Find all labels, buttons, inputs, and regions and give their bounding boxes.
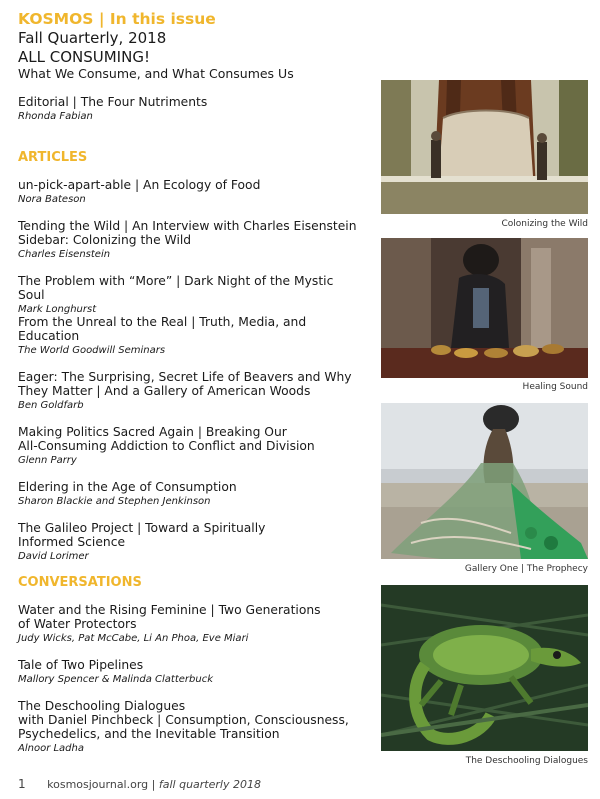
entry-title[interactable]: Tale of Two Pipelines [18,658,144,672]
issue-date: Fall Quarterly, 2018 [18,29,167,47]
article-entry[interactable] [18,274,363,316]
entry-author: Mark Longhurst [18,304,97,315]
entry-author: The World Goodwill Seminars [18,345,166,356]
entry-author: David Lorimer [18,551,89,562]
footer-issue: fall quarterly 2018 [158,778,261,791]
issue-subtitle: What We Consume, and What Consumes Us [18,66,294,81]
entry-title[interactable]: Water and the Rising Feminine | Two Generations of Water Protectors [18,603,321,631]
entry-title[interactable]: Making Politics Sacred Again | Breaking Our All-Consuming Addiction to Conflict and Division [18,425,315,453]
articles-heading: ARTICLES [18,150,88,165]
photo-the-deschooling-dialogues[interactable] [381,585,588,751]
issue-header [18,10,294,82]
issue-theme: ALL CONSUMING! [18,48,150,66]
entry-author: Charles Eisenstein [18,249,111,260]
article-entry[interactable] [18,480,363,508]
entry-title[interactable]: Editorial | The Four Nutriments [18,95,208,109]
conversation-entry[interactable] [18,658,363,686]
entry-author: Alnoor Ladha [18,743,84,754]
entry-title[interactable]: Eager: The Surprising, Secret Life of Beavers and Why They Matter | And a Gallery of American Woods [18,370,352,398]
page-footer [18,777,261,791]
caption: Healing Sound [522,382,588,392]
article-entry[interactable] [18,315,363,357]
photo-gallery-one-the-prophecy[interactable] [381,403,588,559]
entry-author: Sharon Blackie and Stephen Jenkinson [18,496,211,507]
photo-colonizing-the-wild[interactable] [381,80,588,214]
photo-healing-sound[interactable] [381,238,588,378]
entry-title[interactable]: The Galileo Project | Toward a Spiritually Informed Science [18,521,266,549]
entry-author: Judy Wicks, Pat McCabe, Li An Phoa, Eve Miari [18,633,249,644]
entry-title[interactable]: Tending the Wild | An Interview with Charles Eisenstein Sidebar: Colonizing the Wild [18,219,357,247]
entry-author: Glenn Parry [18,455,77,466]
entry-title[interactable]: From the Unreal to the Real | Truth, Media, and Education [18,315,307,343]
entry-title[interactable]: un-pick-apart-able | An Ecology of Food [18,178,261,192]
entry-author: Ben Goldfarb [18,400,84,411]
entry-author: Nora Bateson [18,194,86,205]
caption: The Deschooling Dialogues [465,756,588,766]
entry-author: Rhonda Fabian [18,111,93,122]
kicker-title: KOSMOS | In this issue [18,10,216,28]
caption: Gallery One | The Prophecy [464,564,588,574]
entry-title[interactable]: The Deschooling Dialogues with Daniel Pinchbeck | Consumption, Consciousness, Psychedelics, and the Inevitable Transition [18,699,349,741]
article-entry[interactable] [18,521,363,563]
article-entry[interactable] [18,370,363,412]
entry-author: Mallory Spencer & Malinda Clatterbuck [18,674,214,685]
footer-site[interactable]: kosmosjournal.org | [47,778,156,791]
article-entry[interactable] [18,425,363,467]
editorial-entry[interactable] [18,95,363,123]
conversation-entry[interactable] [18,603,363,645]
entry-title[interactable]: Eldering in the Age of Consumption [18,480,237,494]
conversations-heading: CONVERSATIONS [18,575,142,590]
article-entry[interactable] [18,219,363,261]
caption: Colonizing the Wild [501,219,588,229]
entry-title[interactable]: The Problem with “More” | Dark Night of the Mystic Soul [18,274,334,302]
page-number: 1 [18,777,26,791]
conversation-entry[interactable] [18,699,363,755]
article-entry[interactable] [18,178,363,206]
